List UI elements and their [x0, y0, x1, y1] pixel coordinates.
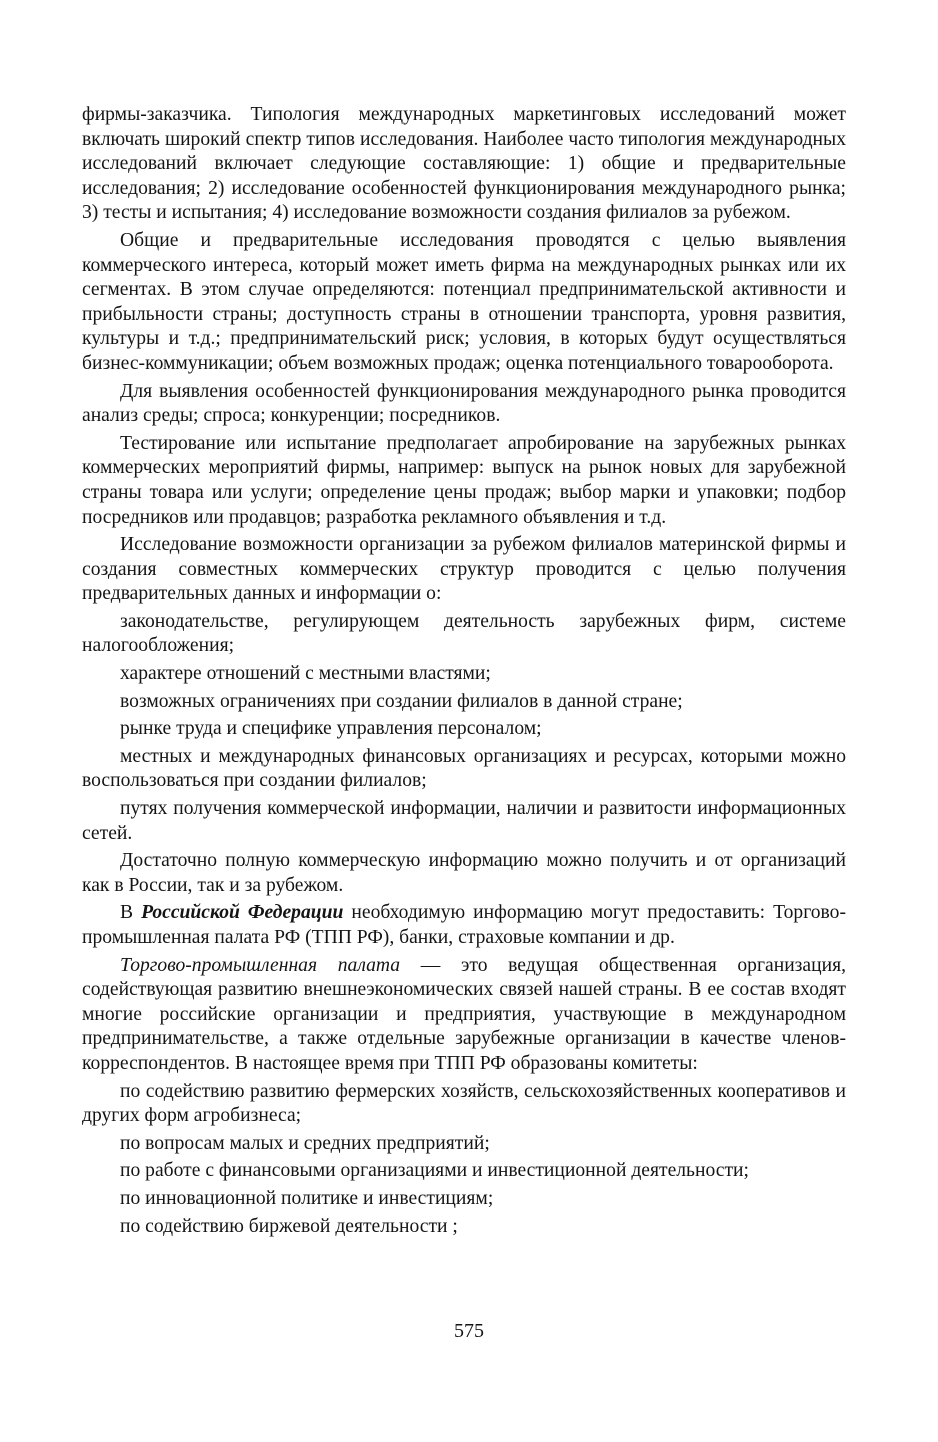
chamber-of-commerce-term: Торгово-промышленная палата	[120, 954, 401, 976]
paragraph-commercial-info: Достаточно полную коммерческую информацию можно получить и от организаций как в России, так и за рубежом.	[82, 850, 846, 896]
page-body	[82, 103, 846, 1239]
list-item: характере отношений с местными властями;	[120, 663, 491, 685]
list-item: законодательстве, регулирующем деятельность зарубежных фирм, системе налогообложения;	[82, 610, 846, 657]
page-number: 575	[454, 1320, 484, 1342]
paragraph-general-research: Общие и предварительные исследования проводятся с целью выявления коммерческого интереса, который может иметь фирма на международных рынках или их сегментах. В этом случае определяются: потенциал предпринимательской активности и прибыльности страны; доступность страны в отношении транспорта, уровня развития, культуры и т.д.; предпринимательский риск; условия, в которых будут осуществляться бизнес-коммуникации; объем возможных продаж; оценка потенциального товарооборота.	[82, 229, 846, 374]
list-item: по вопросам малых и средних предприятий;	[120, 1132, 490, 1154]
list-item: путях получения коммерческой информации, наличии и развитости информационных сетей.	[82, 798, 846, 844]
paragraph-branches: Исследование возможности организации за рубежом филиалов материнской фирмы и создания совместных коммерческих структур проводится с целью получения предварительных данных и информации о:	[82, 534, 846, 605]
list-item: рынке труда и специфике управления персоналом;	[120, 718, 542, 740]
list-item: возможных ограничениях при создании филиалов в данной стране;	[120, 690, 683, 712]
list-item: по инновационной политике и инвестициям;	[120, 1187, 494, 1209]
list-item: местных и международных финансовых организациях и ресурсах, которыми можно воспользоваться при создании филиалов;	[82, 745, 846, 792]
list-item: по работе с финансовыми организациями и инвестиционной деятельности;	[120, 1160, 749, 1182]
paragraph-testing: Тестирование или испытание предполагает апробирование на зарубежных рынках коммерческих мероприятий фирмы, например: выпуск на рынок новых для зарубежной страны товара или услуги; определение цены продаж; выбор марки и упаковки; подбор посредников или продавцов; разработка рекламного объявления и т.д.	[82, 432, 846, 528]
list-item: по содействию биржевой деятельности ;	[120, 1215, 458, 1237]
paragraph-text: необходимую информацию могут предоставить: Торгово-промышленная палата РФ (ТПП РФ), банки, страховые компании и др.	[82, 902, 846, 948]
russian-federation-emphasis: Российской Федерации	[141, 902, 344, 924]
paragraph-market-features: Для выявления особенностей функционирования международного рынка проводится анализ среды; спроса; конкуренции; посредников.	[82, 380, 846, 427]
paragraph-chamber-of-commerce	[82, 954, 846, 1077]
paragraph-russian-federation	[82, 901, 846, 950]
paragraph-typology: фирмы-заказчика. Типология международных маркетинговых исследований может включать широкий спектр типов исследования. Наиболее часто типология международных исследований включает следующие составляющие: 1) общие и предварительные исследования; 2) исследование особенностей функционирования международного рынка; 3) тесты и испытания; 4) исследование возможности создания филиалов за рубежом.	[82, 104, 846, 224]
list-item: по содействию развитию фермерских хозяйств, сельскохозяйственных кооперативов и других форм агробизнеса;	[82, 1080, 846, 1127]
paragraph-prefix: В	[120, 902, 142, 924]
paragraph-text: — это ведущая общественная организация, содействующая развитию внешнеэкономических связей нашей страны. В ее состав входят многие российские организации и предприятия, участвующие в международном предпринимательстве, а также отдельные зарубежные организации в качестве членов-корреспондентов. В настоящее время при ТПП РФ образованы комитеты:	[82, 954, 846, 1074]
